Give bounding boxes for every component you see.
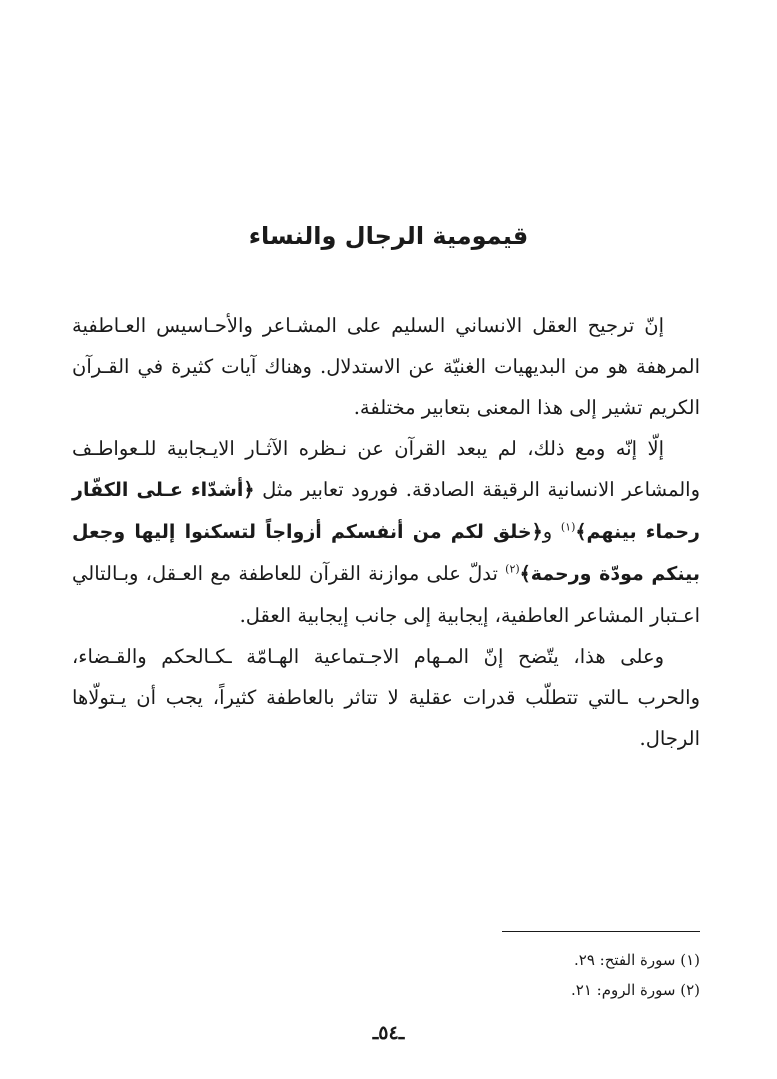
- footnotes: [300, 945, 700, 1005]
- footnote-divider: [502, 931, 700, 932]
- footnote-1: (١) سورة الفتح: ٢٩.: [574, 951, 700, 969]
- quran-quote-2: ﴿خلق لكم من أنفسكم أزواجاً لتسكنوا إليها وجعل بينكم مودّة ورحمة﴾: [72, 521, 700, 585]
- paragraph-2: [72, 428, 700, 636]
- paragraph-2-text-1: إلّا إنّه ومع ذلك، لم يبعد القرآن عن نـظره الآثـار الايـجابية للـعواطـف والمشاعر الانسانية الرقيقة الصادقة. فورود تعابير مثل: [72, 437, 701, 501]
- paragraph-2-text-3: تدلّ على موازنة القرآن للعاطفة مع العـقل، وبـالتالي اعـتبار المشاعر العاطفية، إيجابية إلى جانب إيجابية العقل.: [72, 562, 700, 627]
- paragraph-1: إنّ ترجيح العقل الانساني السليم على المشـاعر والأحـاسيس العـاطفية المرهفة هو من البديهيات الغنيّة عن الاستدلال. وهناك آيات كثيرة في القـرآن الكريم تشير إلى هذا المعنى بتعابير مختلفة.: [72, 314, 700, 419]
- quran-quote-1: ﴿أشدّاء عـلى الكفّار رحماء بينهم﴾: [72, 479, 700, 543]
- body-text: [72, 305, 700, 759]
- page-title: قيمومية الرجال والنساء: [248, 222, 529, 250]
- page-number: ـ٥٤ـ: [372, 1022, 405, 1044]
- paragraph-3: وعلى هذا، يتّضح إنّ المـهام الاجـتماعية الهـامّة ـكـالحكم والقـضاء، والحرب ـالتي تتطلّب قدرات عقلية لا تتاثر بالعاطفة كثيراً، يجب أن يـتولّاها الرجال.: [72, 645, 700, 750]
- footnote-ref-1[interactable]: (١): [560, 520, 576, 534]
- footnote-2: (٢) سورة الروم: ٢١.: [570, 981, 700, 999]
- footnote-ref-2[interactable]: (٢): [505, 562, 520, 576]
- paragraph-2-text-2: و: [542, 520, 561, 543]
